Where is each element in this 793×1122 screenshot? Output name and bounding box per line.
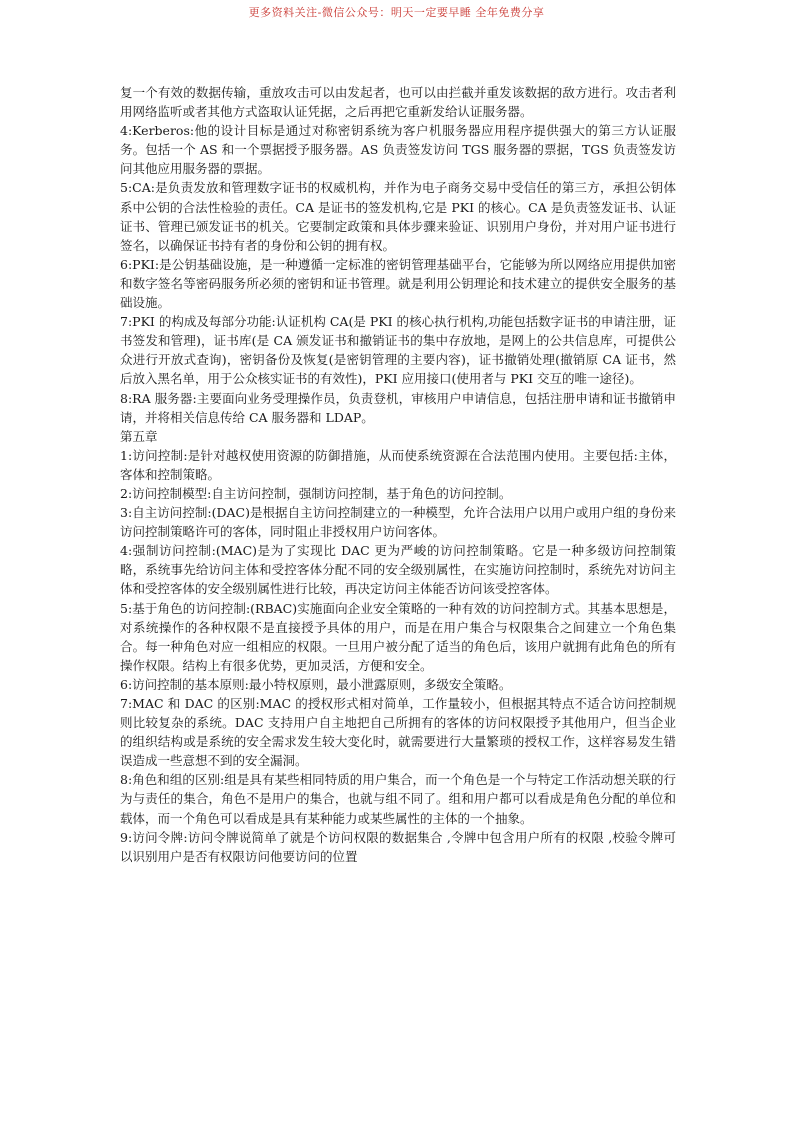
paragraph-ca: 5:CA:是负责发放和管理数字证书的权威机构，并作为电子商务交易中受信任的第三方，承担公钥体系中公钥的合法性检验的责任。CA 是证书的签发机构,它是 PKI 的核心。CA 是负责签发证书、认证证书、管理已颁发证书的机关。它要制定政策和具体步骤来验证、识别用户身份，并对用户证书进行签名，以确保证书持有者的身份和公钥的拥有权。 [120,180,676,253]
paragraph-access-control: 1:访问控制:是针对越权使用资源的防御措施，从而使系统资源在合法范围内使用。主要包括:主体，客体和控制策略。 [120,447,676,482]
paragraph-pki-components: 7:PKI 的构成及每部分功能:认证机构 CA(是 PKI 的核心执行机构,功能包括数字证书的申请注册，证书签发和管理)，证书库(是 CA 颁发证书和撤销证书的集中存放地，是网上的公共信息库，可提供公众进行开放式查询)，密钥备份及恢复(是密钥管理的主要内容)，证书撤销处理(撤销原 CA 证书，然后放入黑名单，用于公众核实证书的有效性)，PKI 应用接口(使用者与 PKI 交互的唯一途径)。 [120,314,676,387]
header-banner: 更多资料关注-微信公众号：明天一定要早睡 全年免费分享 [248,6,545,19]
paragraph-access-control-models: 2:访问控制模型:自主访问控制，强制访问控制，基于角色的访问控制。 [120,485,512,501]
paragraph-mac: 4:强制访问控制:(MAC)是为了实现比 DAC 更为严峻的访问控制策略。它是一种多级访问控制策略，系统事先给访问主体和受控客体分配不同的安全级别属性，在实施访问控制时，系统先对访问主体和受控客体的安全级别属性进行比较，再决定访问主体能否访问该受控客体。 [120,543,676,597]
chapter-heading: 第五章 [120,428,158,444]
paragraph-dac: 3:自主访问控制:(DAC)是根据自主访问控制建立的一种模型，允许合法用户以用户或用户组的身份来访问控制策略许可的客体，同时阻止非授权用户访问客体。 [120,505,676,540]
paragraph-ra-server: 8:RA 服务器:主要面向业务受理操作员，负责登机，审核用户申请信息，包括注册申请和证书撤销申请，并将相关信息传给 CA 服务器和 LDAP。 [120,390,676,425]
paragraph-rbac: 5:基于角色的访问控制:(RBAC)实施面向企业安全策略的一种有效的访问控制方式。其基本思想是，对系统操作的各种权限不是直接授予具体的用户，而是在用户集合与权限集合之间建立一个角色集合。每一种角色对应一组相应的权限。一旦用户被分配了适当的角色后，该用户就拥有此角色的所有操作权限。结构上有很多优势，更加灵活，方便和安全。 [120,600,676,673]
document-body [120,83,676,866]
paragraph-access-token: 9:访问令牌:访问令牌说简单了就是个访问权限的数据集合 ,令牌中包含用户所有的权限 ,校验令牌可以识别用户是否有权限访问他要访问的位置 [120,829,676,864]
paragraph-kerberos: 4:Kerberos:他的设计目标是通过对称密钥系统为客户机服务器应用程序提供强大的第三方认证服务。包括一个 AS 和一个票据授予服务器。AS 负责签发访问 TGS 服务器的票据，TGS 负责签发访问其他应用服务器的票据。 [120,123,676,177]
paragraph-principles: 6:访问控制的基本原则:最小特权原则，最小泄露原则，多级安全策略。 [120,676,512,692]
paragraph-role-vs-group: 8:角色和组的区别:组是具有某些相同特质的用户集合，而一个角色是一个与特定工作活动想关联的行为与责任的集合，角色不是用户的集合，也就与组不同了。组和用户都可以看成是角色分配的单位和载体，而一个角色可以看成是具有某种能力或某些属性的主体的一个抽象。 [120,772,676,826]
paragraph-replay-attack: 复一个有效的数据传输，重放攻击可以由发起者，也可以由拦截并重发该数据的敌方进行。攻击者利用网络监听或者其他方式盗取认证凭据，之后再把它重新发给认证服务器。 [120,85,676,120]
paragraph-mac-vs-dac: 7:MAC 和 DAC 的区别:MAC 的授权形式相对简单，工作量较小，但根据其特点不适合访问控制规则比较复杂的系统。DAC 支持用户自主地把自己所拥有的客体的访问权限授予其他用户，但当企业的组织结构或是系统的安全需求发生较大变化时，就需要进行大量繁琐的授权工作，这样容易发生错误造成一些意想不到的安全漏洞。 [120,696,676,769]
paragraph-pki: 6:PKI:是公钥基础设施，是一种遵循一定标准的密钥管理基础平台，它能够为所以网络应用提供加密和数字签名等密码服务所必须的密钥和证书管理。就是利用公钥理论和技术建立的提供安全服务的基础设施。 [120,256,676,311]
